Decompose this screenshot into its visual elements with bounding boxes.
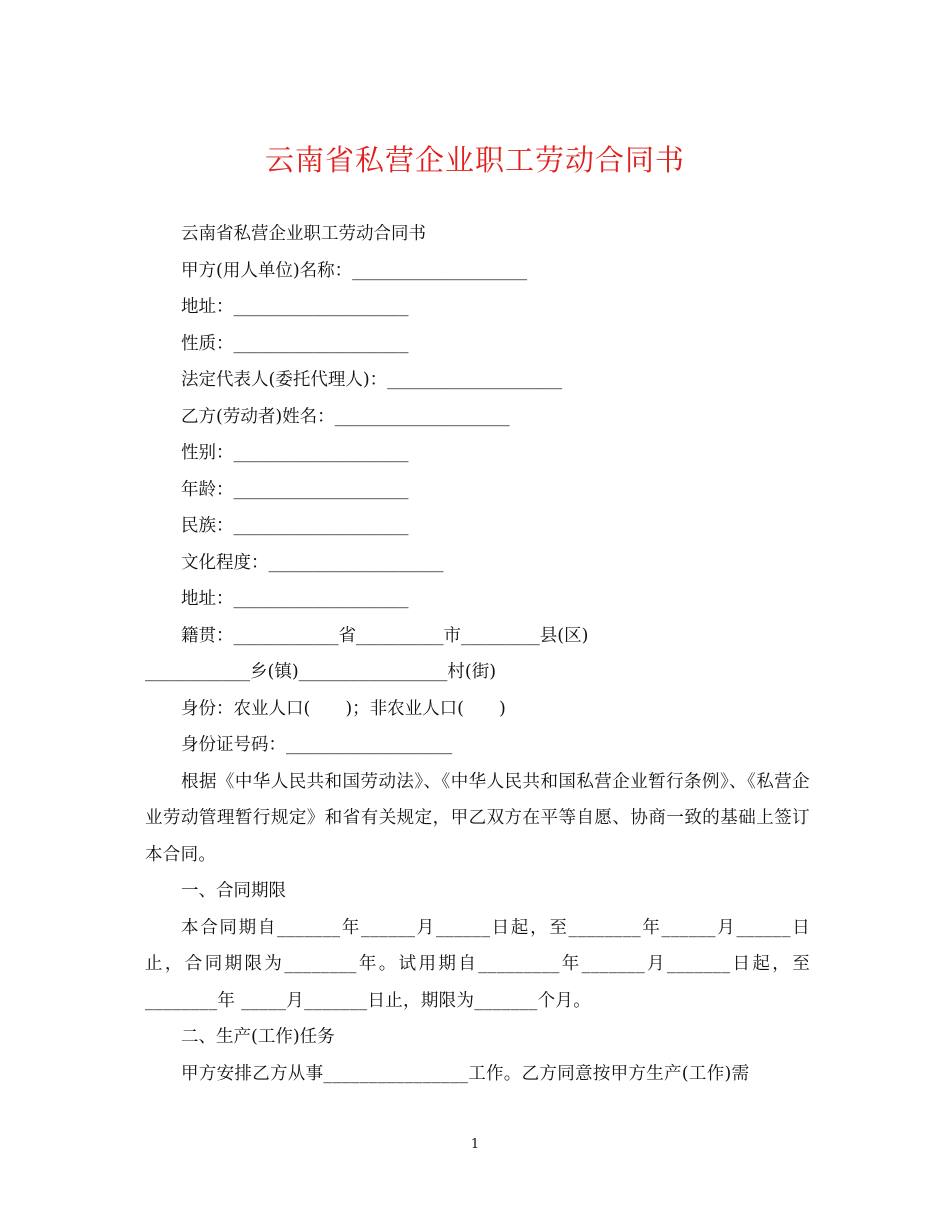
education-field: 文化程度：____________________	[181, 552, 444, 573]
employer-name-field: 甲方(用人单位)名称：____________________	[181, 260, 528, 281]
subtitle-line: 云南省私营企业职工劳动合同书	[181, 224, 426, 244]
document-body	[145, 216, 810, 1092]
ethnicity-field: 民族：____________________	[181, 516, 409, 536]
employee-address-field: 地址：____________________	[181, 589, 409, 609]
section-1-paragraph: 本合同期自_______年______月______日起，至________年______月______日止，合同期限为________年。试用期自_________年_______月_______日起，至________年 _____月_______日止，期限为_______个月。	[145, 917, 810, 1011]
document-title: 云南省私营企业职工劳动合同书	[264, 143, 685, 177]
basis-paragraph: 根据《中华人民共和国劳动法》、《中华人民共和国私营企业暂行条例》、《私营企业劳动管理暂行规定》和省有关规定，甲乙双方在平等自愿、协商一致的基础上签订本合同。	[145, 771, 810, 865]
employee-name-field: 乙方(劳动者)姓名：____________________	[181, 406, 510, 427]
section-1-heading: 一、合同期限	[181, 881, 286, 901]
section-2-heading: 二、生产(工作)任务	[181, 1027, 335, 1047]
native-place-field: 籍贯：____________省__________市_________县(区)	[181, 625, 589, 646]
section-2-paragraph: 甲方安排乙方从事________________工作。乙方同意按甲方生产(工作)需	[181, 1063, 750, 1084]
employer-address-field: 地址：____________________	[181, 297, 409, 317]
legal-representative-field: 法定代表人(委托代理人)：____________________	[181, 370, 563, 390]
native-place-field-continued: ____________乡(镇)_________________村(街)	[145, 662, 497, 682]
employer-nature-field: 性质：____________________	[181, 333, 409, 354]
age-field: 年龄：____________________	[181, 479, 409, 500]
page-number: 1	[470, 1137, 480, 1152]
household-status-field: 身份：农业人口( )；非农业人口( )	[181, 698, 506, 719]
gender-field: 性别：____________________	[181, 443, 409, 463]
id-number-field: 身份证号码：___________________	[181, 735, 453, 755]
